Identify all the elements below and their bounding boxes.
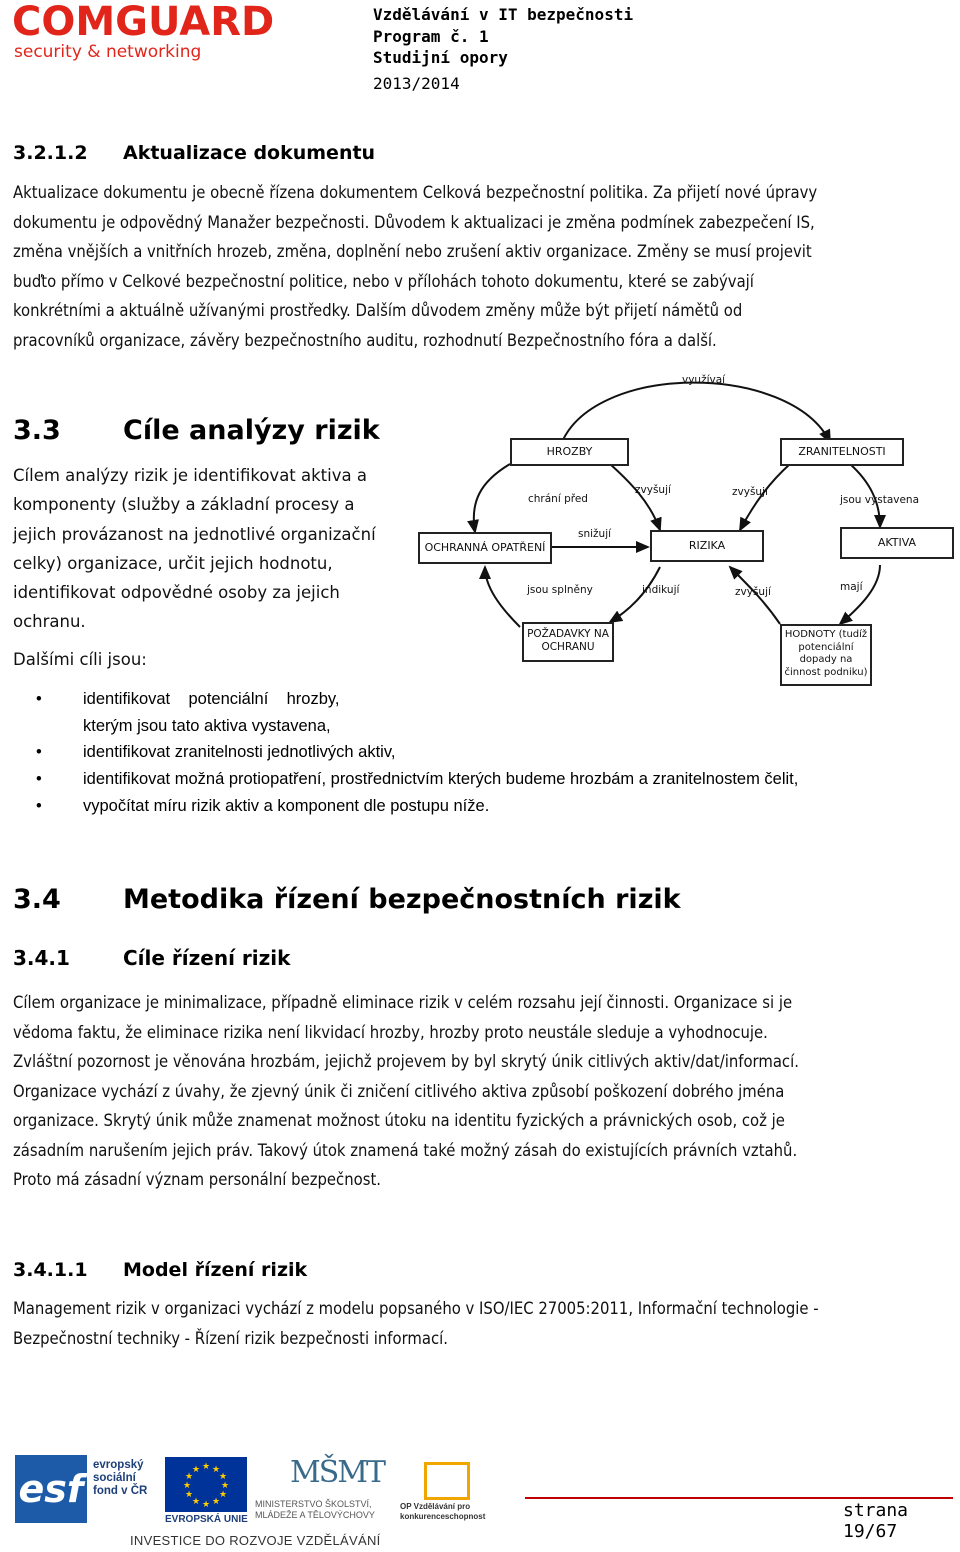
eu-flag-icon xyxy=(165,1457,247,1512)
svg-text:★: ★ xyxy=(211,1465,221,1475)
paragraph-line: Cílem organizace je minimalizace, případně eliminace rizik v celém rozsahu její činnosti. Organizace si je xyxy=(13,993,793,1012)
heading-3-4 xyxy=(13,884,681,915)
label-indikuji: indikují xyxy=(642,584,680,596)
label-snizuji: snižují xyxy=(578,528,612,540)
msmt-logo: MŠMT MINISTERSTVO ŠKOLSTVÍ, MLÁDEŽE A TĚLOVÝCHOVY xyxy=(255,1455,400,1525)
label-zvysuji-1: zvyšují xyxy=(635,484,671,496)
paragraph-line: organizace. Skrytý únik může znamenat možnost útoku na identitu fyzických a právnických osob, což je xyxy=(13,1111,785,1130)
paragraph-line: pracovníků organizace, závěry bezpečnostního auditu, rozhodnutí Bezpečnostního fóra a další. xyxy=(13,330,717,350)
label-chrani-pred: chrání před xyxy=(528,493,588,505)
label-zvysuji-3: zvyšují xyxy=(735,586,771,598)
paragraph-line: ochranu. xyxy=(13,612,86,632)
op-vk-logo xyxy=(400,1462,500,1528)
paragraph-line: Bezpečnostní techniky - Řízení rizik bezpečnosti informací. xyxy=(13,1328,448,1348)
list-item-text: identifikovat potenciální hrozby, xyxy=(83,690,340,708)
heading-number: 3.4 xyxy=(13,884,61,915)
paragraph-line: změna vnějších a vnitřních hrozeb, změna, doplnění nebo zrušení aktiv organizace. Změny se musí projevit xyxy=(13,242,812,261)
footer-divider xyxy=(525,1497,953,1499)
eu-logo-text: EVROPSKÁ UNIE xyxy=(165,1514,248,1525)
svg-text:★: ★ xyxy=(218,1490,228,1500)
heading-number: 3.3 xyxy=(13,415,61,446)
op-vk-logo-text: OP Vzdělávání pro konkurenceschopnost xyxy=(400,1502,486,1521)
header-study-materials: Studijní opory xyxy=(373,48,508,67)
investice-slogan: INVESTICE DO ROZVOJE VZDĚLÁVÁNÍ xyxy=(130,1533,381,1548)
svg-text:★: ★ xyxy=(218,1472,228,1482)
box-aktiva: AKTIVA xyxy=(840,527,954,559)
heading-title: Aktualizace dokumentu xyxy=(123,142,376,164)
paragraph-line: Organizace vychází z úvahy, že zjevný únik či zničení citlivého aktiva způsobí poškození dobrého jména xyxy=(13,1081,785,1101)
box-ochranna-opatreni: OCHRANNÁ OPATŘENÍ xyxy=(418,532,552,564)
paragraph-line: vědoma faktu, že eliminace rizika není likvidací hrozby, hrozby proto neustále sleduje a vyhodnocuje. xyxy=(13,1022,768,1042)
heading-3-3 xyxy=(13,415,380,446)
goals-list xyxy=(36,686,946,820)
svg-text:★: ★ xyxy=(191,1465,201,1475)
paragraph-model-rizeni xyxy=(13,1294,948,1353)
list-item-text-cont: kterým jsou tato aktiva vystavena, xyxy=(83,716,331,735)
svg-text:★: ★ xyxy=(182,1481,192,1491)
svg-text:★: ★ xyxy=(191,1497,201,1507)
heading-title: Cíle řízení rizik xyxy=(123,946,291,970)
svg-text:★: ★ xyxy=(184,1490,194,1500)
more-goals-label: Dalšími cíli jsou: xyxy=(13,650,147,669)
paragraph-line: konkrétními a aktuálně užívanými prostředky. Dalším důvodem změny může být přijetí námětů od xyxy=(13,301,743,320)
box-rizika: RIZIKA xyxy=(650,530,764,562)
paragraph-line: jejich provázanost na jednotlivé organizační xyxy=(13,524,376,544)
svg-text:★: ★ xyxy=(201,1500,211,1510)
list-item xyxy=(36,686,946,739)
box-zranitelnosti: ZRANITELNOSTI xyxy=(780,438,904,466)
esf-logo-text: evropský sociální fond v ČR xyxy=(93,1459,148,1497)
header-program: Program č. 1 xyxy=(373,27,489,46)
label-jsou-splneny: jsou splněny xyxy=(527,584,593,596)
heading-3-4-1 xyxy=(13,946,290,970)
heading-number: 3.4.1.1 xyxy=(13,1259,88,1281)
svg-text:★: ★ xyxy=(220,1481,230,1491)
paragraph-line: komponenty (služby a základní procesy a xyxy=(13,495,355,515)
paragraph-line: zásadním narušením jejich práv. Takový útok znamená také možný zásah do existujících právních vztahů. xyxy=(13,1140,798,1160)
label-vyuzivai: využívaí xyxy=(682,374,726,386)
label-maji: mají xyxy=(840,581,863,593)
box-pozadavky-na-ochranu: POŽADAVKY NA OCHRANU xyxy=(522,622,614,662)
box-hrozby: HROZBY xyxy=(510,438,629,466)
heading-3-4-1-1 xyxy=(13,1259,307,1281)
label-jsou-vystavena: jsou vystavena xyxy=(840,494,920,506)
paragraph-line: Management rizik v organizaci vychází z modelu popsaného v ISO/IEC 27005:2011, Informační technologie - xyxy=(13,1299,819,1318)
header-year: 2013/2014 xyxy=(373,74,460,93)
comguard-logo-tagline: security & networking xyxy=(14,42,202,62)
eu-logo xyxy=(165,1457,250,1527)
list-item: • identifikovat zranitelnosti jednotlivých aktiv, xyxy=(36,739,946,766)
paragraph-line: Proto má zásadní význam personální bezpečnost. xyxy=(13,1170,381,1189)
paragraph-line: Aktualizace dokumentu je obecně řízena dokumentem Celková bezpečnostní politika. Za přijetí nové úpravy xyxy=(13,183,818,202)
heading-title: Cíle analýzy rizik xyxy=(123,415,380,446)
paragraph-line: identifikovat odpovědné osoby za jejich xyxy=(13,583,340,603)
list-item: • identifikovat možná protiopatření, prostřednictvím kterých budeme hrozbám a zranitelnostem čelit, xyxy=(36,766,946,793)
label-zvysuji-2: zvyšují xyxy=(732,486,768,498)
list-item: • vypočítat míru rizik aktiv a komponent dle postupu níže. xyxy=(36,793,946,820)
svg-text:★: ★ xyxy=(184,1472,194,1482)
heading-number: 3.2.1.2 xyxy=(13,142,88,164)
comguard-logo: COMGUARD xyxy=(12,0,275,45)
paragraph-cile-analyzy xyxy=(13,461,413,637)
heading-title: Metodika řízení bezpečnostních rizik xyxy=(123,884,681,915)
msmt-logo-text: MINISTERSTVO ŠKOLSTVÍ, MLÁDEŽE A TĚLOVÝCHOVY xyxy=(255,1499,375,1520)
page-number: strana 19/67 xyxy=(843,1500,909,1542)
paragraph-line: Zvláštní pozornost je věnována hrozbám, jejichž projevem by byl skrytý únik citlivých aktiv/dat/informací. xyxy=(13,1052,799,1071)
risk-analysis-diagram xyxy=(410,372,960,692)
esf-logo: esf evropský sociální fond v ČR xyxy=(15,1455,160,1525)
svg-text:★: ★ xyxy=(201,1462,211,1472)
heading-title: Model řízení rizik xyxy=(123,1259,308,1281)
paragraph-aktualizace xyxy=(13,178,948,355)
paragraph-line: Cílem analýzy rizik je identifikovat aktiva a xyxy=(13,466,367,485)
box-hodnoty: HODNOTY (tudíž potenciální dopady na činnost podniku) xyxy=(780,624,872,686)
paragraph-line: buďto přímo v Celkové bezpečnostní politice, nebo v přílohách tohoto dokumentu, které se zabývají xyxy=(13,271,754,291)
paragraph-line: celky) organizace, určit jejich hodnotu, xyxy=(13,553,333,573)
paragraph-cile-rizeni xyxy=(13,988,948,1195)
heading-number: 3.4.1 xyxy=(13,946,70,970)
header-course-title: Vzdělávání v IT bezpečnosti xyxy=(373,5,634,24)
paragraph-line: dokumentu je odpovědný Manažer bezpečnosti. Důvodem k aktualizaci je změna podmínek zabezpečení IS, xyxy=(13,212,815,232)
svg-text:★: ★ xyxy=(211,1497,221,1507)
heading-3-2-1-2 xyxy=(13,142,375,164)
